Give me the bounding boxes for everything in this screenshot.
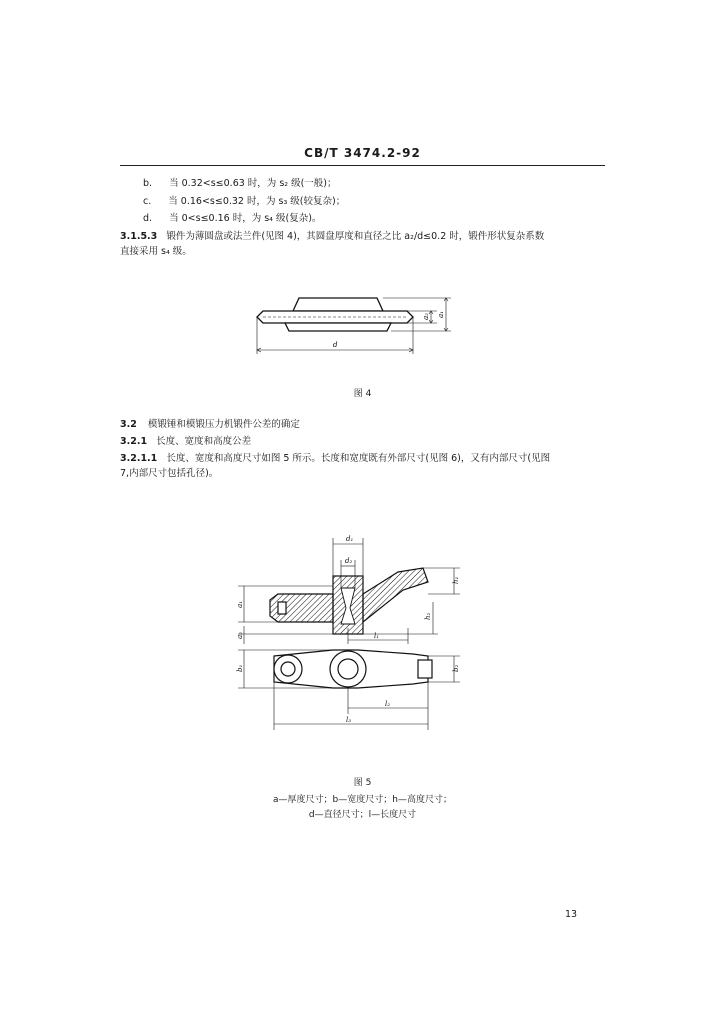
- fig5-label-l3: l₃: [346, 716, 352, 724]
- fig5-label-b1: b₁: [236, 664, 244, 672]
- clause-3-1-5-3-continued: 直接采用 s₄ 级。: [120, 246, 192, 257]
- list-item: [143, 212, 321, 225]
- fig5-label-h2: h₂: [424, 612, 432, 620]
- fig5-label-a1: a₁: [236, 601, 244, 608]
- list-text: 当 0<s≤0.16 时，为 s₄ 级(复杂)。: [169, 213, 322, 224]
- list-item: [143, 195, 345, 208]
- clause-3-2-1: [120, 435, 251, 448]
- figure-4-caption: 图 4: [353, 389, 372, 399]
- clause-number: 3.2.1: [120, 436, 148, 447]
- list-text: 当 0.32<s≤0.63 时，为 s₂ 级(一般)；: [169, 178, 337, 189]
- header-rule: [120, 165, 605, 166]
- fig5-label-l2: l₂: [385, 700, 391, 708]
- list-item: [143, 177, 337, 190]
- list-marker: b.: [143, 178, 153, 189]
- figure-5-drawing: [238, 532, 468, 742]
- figure-5-legend-line-2: d—直径尺寸；l—长度尺寸: [308, 810, 417, 820]
- list-text: 当 0.16<s≤0.32 时，为 s₃ 级(较复杂)；: [168, 196, 346, 207]
- clause-text: 锻件为薄圆盘或法兰件(见图 4)，其圆盘厚度和直径之比 a₂/d≤0.2 时，锻件形状复杂系数: [166, 231, 545, 242]
- clause-number: 3.1.5.3: [120, 231, 158, 242]
- fig4-label-a1: a₁: [437, 311, 445, 318]
- clause-title: 模锻锤和模锻压力机锻件公差的确定: [147, 419, 300, 430]
- figure-4-drawing: [245, 290, 470, 360]
- clause-title: 长度、宽度和高度公差: [156, 436, 252, 447]
- fig5-label-h1: h₁: [452, 576, 460, 584]
- clause-3-1-5-3: [120, 230, 544, 243]
- clause-3-2: [120, 418, 300, 431]
- document-header: CB/T 3474.2-92: [304, 146, 421, 160]
- list-marker: d.: [143, 213, 153, 224]
- fig5-label-a2: a₂: [236, 632, 244, 639]
- fig4-label-d: d: [333, 341, 338, 349]
- clause-3-2-1-1: [120, 452, 550, 465]
- clause-3-2-1-1-continued: 7,内部尺寸包括孔径)。: [120, 468, 219, 479]
- fig5-label-l1: l₁: [374, 632, 380, 640]
- clause-text: 长度、宽度和高度尺寸如图 5 所示。长度和宽度既有外部尺寸(见图 6)，又有内部尺寸(见图: [166, 453, 551, 464]
- clause-number: 3.2.1.1: [120, 453, 158, 464]
- fig4-label-a2: a₂: [422, 313, 430, 320]
- fig5-label-b2: b₂: [452, 664, 460, 672]
- fig5-label-d2: d₂: [345, 557, 353, 565]
- page-number: 13: [565, 909, 578, 920]
- list-marker: c.: [143, 196, 152, 207]
- figure-5-caption: 图 5: [353, 778, 372, 788]
- clause-number: 3.2: [120, 419, 137, 430]
- figure-5-legend-line-1: a—厚度尺寸；b—宽度尺寸；h—高度尺寸；: [273, 795, 452, 805]
- fig5-label-d1: d₁: [346, 535, 354, 543]
